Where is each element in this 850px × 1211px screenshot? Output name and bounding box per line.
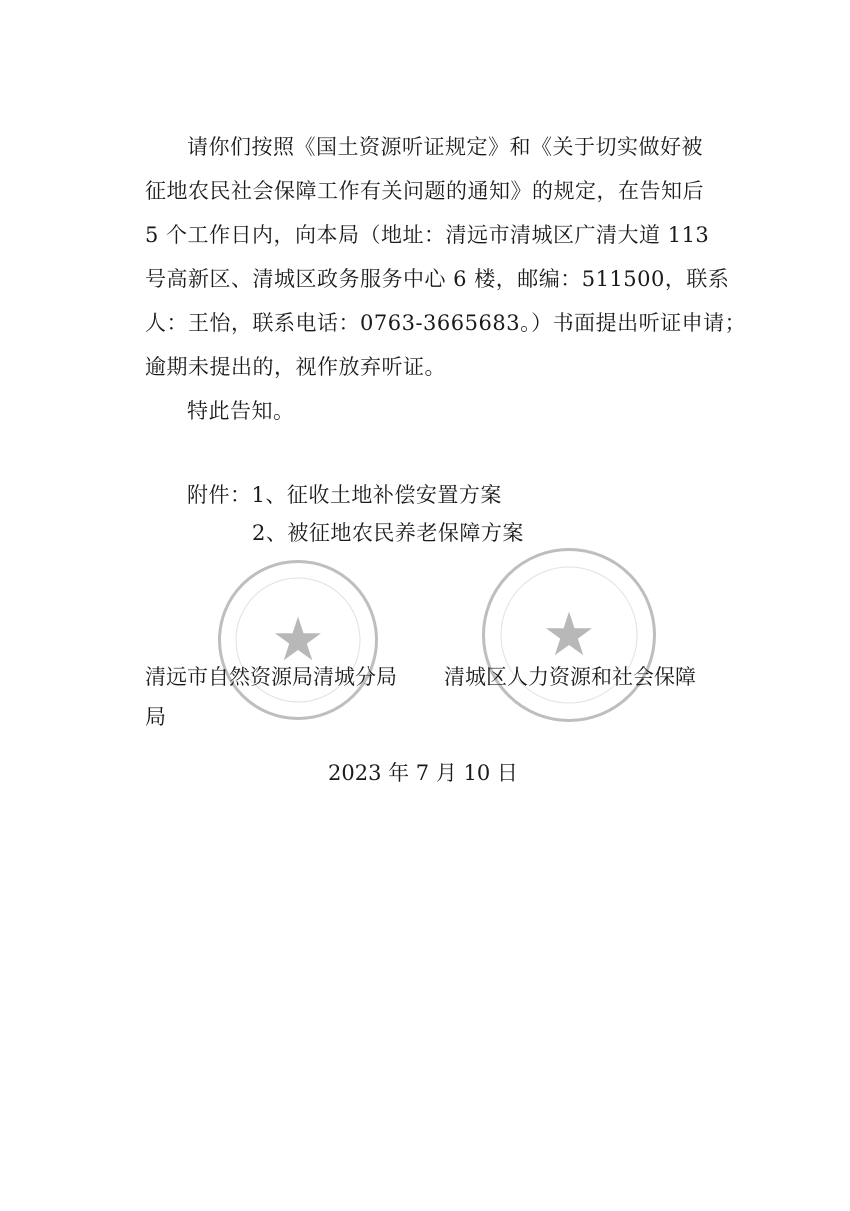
star-icon: ★	[542, 600, 596, 670]
paragraph-line-6: 逾期未提出的，视作放弃听证。	[145, 355, 446, 379]
attachment-item-1: 附件：1、征收土地补偿安置方案	[187, 483, 502, 507]
paragraph-line-1: 请你们按照《国土资源听证规定》和《关于切实做好被	[187, 135, 703, 159]
attachment-item-2: 2、被征地农民养老保障方案	[252, 521, 524, 545]
paragraph-line-3: 5 个工作日内，向本局（地址：清远市清城区广清大道 113	[145, 223, 710, 247]
paragraph-line-5: 人：王怡，联系电话：0763-3665683。）书面提出听证申请；	[145, 311, 747, 335]
issuer-right: 清城区人力资源和社会保障	[444, 665, 696, 689]
official-seal-right	[482, 548, 656, 722]
official-seal-left	[218, 560, 378, 720]
paragraph-line-4: 号高新区、清城区政务服务中心 6 楼，邮编：511500，联系	[145, 267, 730, 291]
issuer-right-continued: 局	[145, 705, 166, 729]
issuer-left: 清远市自然资源局清城分局	[145, 665, 397, 689]
document-date: 2023 年 7 月 10 日	[328, 761, 518, 785]
closing-text: 特此告知。	[187, 399, 295, 423]
star-icon: ★	[271, 605, 325, 675]
paragraph-line-2: 征地农民社会保障工作有关问题的通知》的规定，在告知后	[145, 179, 704, 203]
